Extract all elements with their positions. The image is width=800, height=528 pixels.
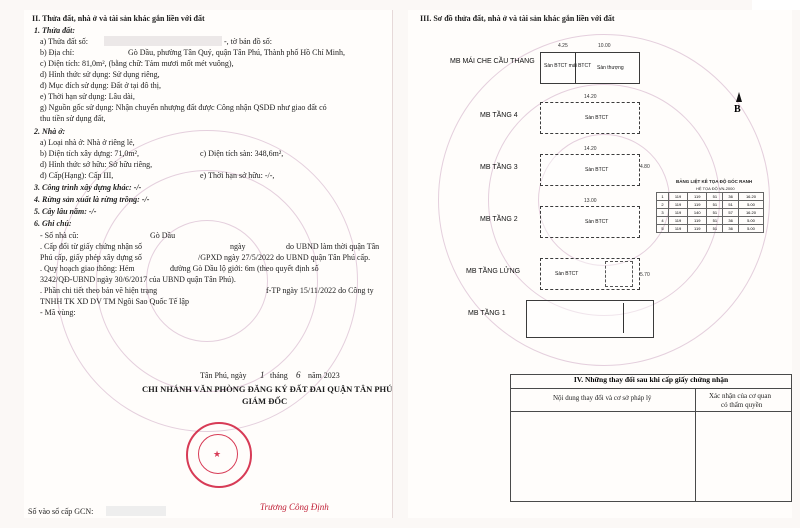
coord-cell: 1 [657, 193, 669, 201]
coord-cell: 51 [707, 209, 723, 217]
coord-cell: 5.00 [738, 217, 763, 225]
coordinate-table [656, 192, 764, 233]
coord-cell: 51 [707, 217, 723, 225]
note-decision: 3242/QĐ-UBND ngày 30/6/2017 của UBND quận Tân Phú). [40, 275, 236, 284]
coord-cell: 119 [669, 193, 688, 201]
floor-2-dim: 13.00 [584, 198, 597, 204]
changes-table [510, 374, 792, 502]
coord-cell: 119 [688, 201, 707, 209]
coord-cell: 5.00 [738, 201, 763, 209]
other-construction: 3. Công trình xây dựng khác: -/- [34, 183, 142, 192]
notes-heading: 6. Ghi chú: [34, 219, 72, 228]
land-map-sheet: -, tờ bản đồ số: [224, 37, 273, 46]
coord-cell: 119 [688, 225, 707, 233]
coord-cell: 5 [657, 225, 669, 233]
issue-date-a: Tân Phú, ngày [200, 371, 247, 380]
roof-plan [540, 52, 640, 84]
director-title: GIÁM ĐỐC [242, 396, 288, 406]
house-grade: đ) Cấp(Hạng): Cấp III, [40, 171, 114, 180]
coord-cell: 119 [669, 201, 688, 209]
coord-row [657, 193, 764, 201]
floor-4-room: Sàn BTCT [585, 115, 609, 121]
land-use-purpose: đ) Mục đích sử dụng: Đất ở tại đô thị, [40, 81, 161, 90]
house-heading: 2. Nhà ở: [34, 127, 66, 136]
land-area: c) Diện tích: 81,0m², (bằng chữ: Tám mươi mốt mét vuông), [40, 59, 234, 68]
coord-cell: 119 [669, 209, 688, 217]
authority-header-line-2: có thẩm quyền [721, 401, 763, 409]
floor-3-side-dim: 4.80 [640, 164, 650, 170]
note-company: TNHH TK XD DV TM Ngôi Sao Quốc Tế lập [40, 297, 189, 306]
change-content-header: Nội dung thay đổi và cơ sở pháp lý [553, 394, 652, 402]
north-arrow-icon [736, 92, 742, 102]
section-iv-heading: IV. Những thay đổi sau khi cấp giấy chứng nhận [573, 375, 729, 384]
coord-cell: 4 [657, 217, 669, 225]
floor-2-plan [540, 206, 640, 238]
coord-row [657, 217, 764, 225]
coord-cell: 57 [723, 209, 739, 217]
floor-label-mezzanine: MB TẦNG LỬNG [466, 268, 521, 275]
coord-cell: 140 [688, 209, 707, 217]
roof-length-dim: 10.00 [598, 43, 611, 49]
certificate-registry-label: Số vào sổ cấp GCN: [28, 507, 94, 516]
perennial-trees: 5. Cây lâu năm: -/- [34, 207, 97, 216]
section-iii-heading: III. Sơ đồ thửa đất, nhà ở và tài sản khác gắn liền với đất [420, 14, 615, 23]
authority-header-line-1: Xác nhận của cơ quan [709, 392, 772, 400]
floor-3-room: Sàn BTCT [585, 167, 609, 173]
note-drawing-a: . Phần chi tiết theo bản vẽ hiện trạng [40, 286, 158, 295]
mezzanine-plan [540, 258, 640, 290]
note-reissue-b: ngày [230, 242, 246, 251]
coord-cell: 119 [688, 217, 707, 225]
roof-terrace-label: Sàn thượng [597, 65, 624, 71]
note-old-number-street: Gò Dầu [150, 231, 176, 240]
roof-width-dim: 4.25 [558, 43, 568, 49]
note-permit-a: Phú cấp, giấy phép xây dựng số [40, 253, 142, 262]
note-traffic-b: đường Gò Dầu lộ giới: 6m (theo quyết định số [170, 264, 319, 273]
house-build-area: b) Diện tích xây dựng: 71,0m², [40, 149, 139, 158]
section-ii-heading: II. Thửa đất, nhà ở và tài sản khác gắn liền với đất [32, 14, 205, 23]
coord-row [657, 209, 764, 217]
house-term: e) Thời hạn sở hữu: -/-, [200, 171, 275, 180]
floor-label-4: MB TẦNG 4 [480, 112, 518, 119]
coord-cell: 5.00 [738, 225, 763, 233]
note-reissue-c: do UBND làm thời quận Tân [286, 242, 380, 251]
floor-4-plan [540, 102, 640, 134]
issue-date-c: năm 2023 [308, 371, 340, 380]
land-use-form: d) Hình thức sử dụng: Sử dụng riêng, [40, 70, 160, 79]
land-origin-line-2: thu tiền sử dụng đất, [40, 114, 106, 123]
coord-cell: 119 [688, 193, 707, 201]
house-ownership: d) Hình thức sở hữu: Sở hữu riêng, [40, 160, 153, 169]
land-origin-line-1: g) Nguồn gốc sử dụng: Nhận chuyển nhượng đất được Công nhận QSDĐ như giao đất có [40, 103, 327, 112]
floor-2-room: Sàn BTCT [585, 219, 609, 225]
coord-cell: 3 [657, 209, 669, 217]
mezzanine-room: Sàn BTCT [555, 271, 579, 277]
floor-label-3: MB TẦNG 3 [480, 164, 518, 171]
note-permit-b: /GPXD ngày 27/5/2022 do UBND quận Tân Phú cấp. [198, 253, 371, 262]
left-page [24, 10, 393, 518]
house-floor-area: c) Diện tích sàn: 348,6m², [200, 149, 284, 158]
production-forest: 4. Rừng sản xuất là rừng trồng: -/- [34, 195, 150, 204]
coord-cell: 16.20 [738, 193, 763, 201]
note-old-number: - Số nhà cũ: [40, 231, 79, 240]
coord-row [657, 201, 764, 209]
issuing-branch: CHI NHÁNH VĂN PHÒNG ĐĂNG KÝ ĐẤT ĐAI QUẬN TÂN PHÚ [142, 384, 393, 394]
land-use-term: e) Thời hạn sử dụng: Lâu dài, [40, 92, 135, 101]
note-area-code: - Mã vùng: [40, 308, 76, 317]
floor-3-dim: 14.20 [584, 146, 597, 152]
floor-label-2: MB TẦNG 2 [480, 216, 518, 223]
coord-table-subtitle: HỆ TỌA ĐỘ VN-2000 [696, 186, 735, 191]
north-marker: B [734, 104, 741, 115]
coord-table-title: BẢNG LIỆT KÊ TỌA ĐỘ GÓC RANH [676, 179, 753, 184]
header-divider [511, 388, 791, 389]
issue-month: 6 [296, 370, 301, 380]
floor-3-plan [540, 154, 640, 186]
subheader-divider [511, 411, 791, 412]
coord-cell: 36 [723, 193, 739, 201]
floor-1-plan [526, 300, 654, 338]
floor-label-roof: MB MÁI CHE CẦU THANG [450, 58, 535, 65]
note-reissue-a: . Cấp đổi từ giấy chứng nhận số [40, 242, 142, 251]
coord-row [657, 225, 764, 233]
redacted-corner [752, 0, 800, 10]
mezzanine-dim: 5.70 [640, 272, 650, 278]
note-drawing-b: f-TP ngày 15/11/2022 do Công ty [266, 286, 374, 295]
coord-cell: 119 [669, 217, 688, 225]
house-type: a) Loại nhà ở: Nhà ở riêng lẻ, [40, 138, 135, 147]
note-traffic-a: . Quy hoạch giao thông: Hẻm [40, 264, 135, 273]
roof-room-label: Sàn BTCT mái BTCT [544, 63, 592, 69]
issue-day: 1 [260, 370, 265, 380]
coord-cell: 51 [723, 201, 739, 209]
land-heading: 1. Thửa đất: [34, 26, 76, 35]
land-number-label: a) Thửa đất số: [40, 37, 88, 46]
redacted-registry-number [106, 506, 166, 516]
column-divider [695, 388, 696, 501]
land-address-value: Gò Dầu, phường Tân Quý, quận Tân Phú, Thành phố Hồ Chí Minh, [128, 48, 345, 57]
coord-cell: 36 [723, 225, 739, 233]
official-stamp: ★ [186, 422, 252, 488]
floor-label-1: MB TẦNG 1 [468, 310, 506, 317]
coord-cell: 51 [707, 225, 723, 233]
floor-4-dim: 14.20 [584, 94, 597, 100]
issue-date-b: tháng [270, 371, 288, 380]
coord-cell: 119 [669, 225, 688, 233]
redacted-land-number [104, 36, 222, 46]
right-page [408, 10, 792, 518]
coord-cell: 51 [707, 201, 723, 209]
coord-cell: 51 [707, 193, 723, 201]
land-address-label: b) Địa chỉ: [40, 48, 75, 57]
coord-cell: 16.20 [738, 209, 763, 217]
coord-cell: 36 [723, 217, 739, 225]
director-signature: Trương Công Định [260, 502, 329, 512]
coord-cell: 2 [657, 201, 669, 209]
